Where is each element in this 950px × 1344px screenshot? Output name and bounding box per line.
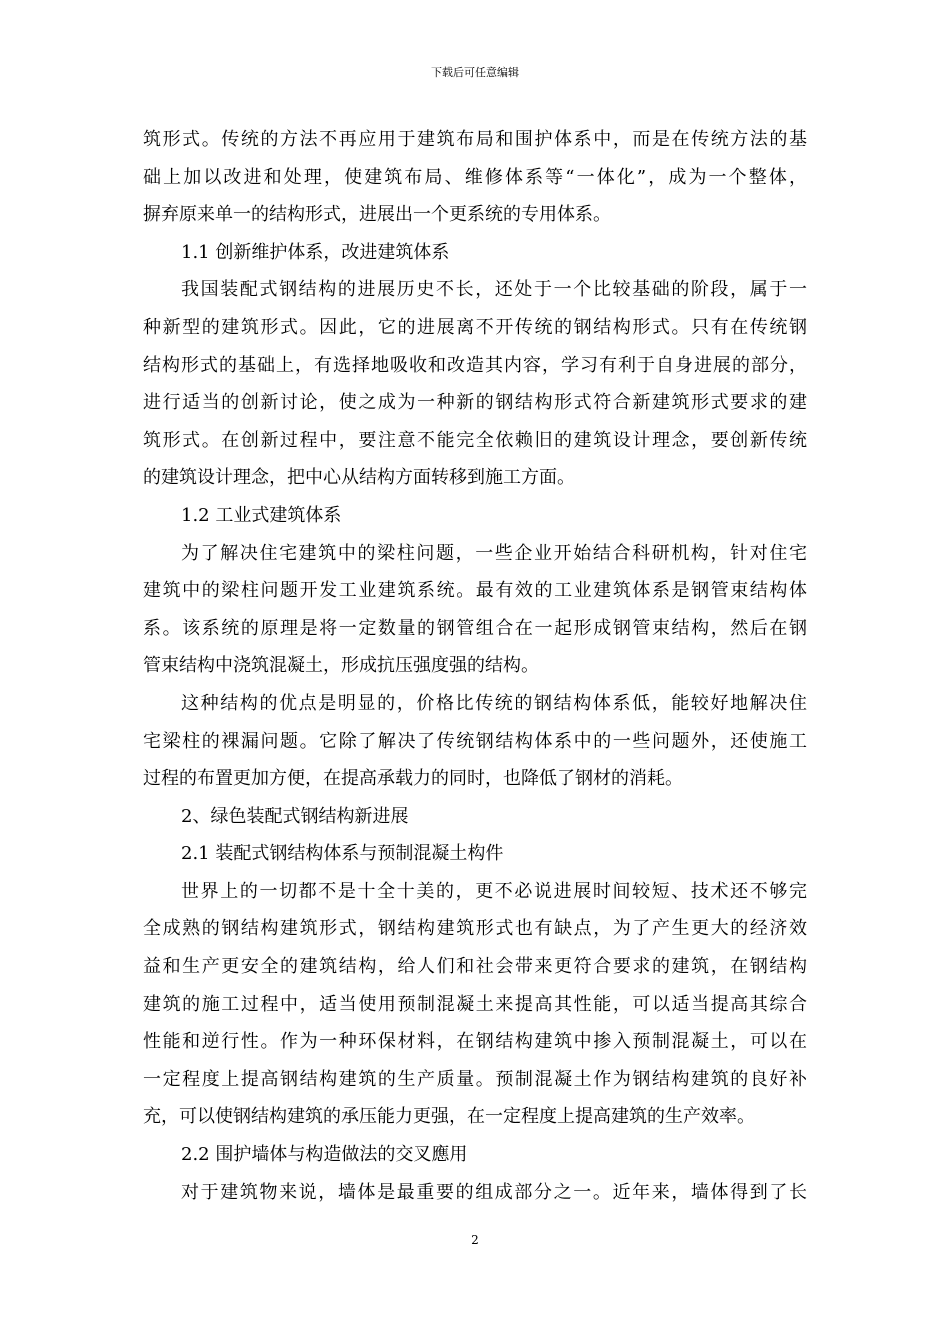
text-line: 摒弃原来单一的结构形式，进展出一个更系统的专用体系。 — [143, 204, 611, 226]
text-line: 益和生产更安全的建筑结构，给人们和社会带来更符合要求的建筑，在钢结构 — [143, 956, 807, 978]
text-line: 一定程度上提高钢结构建筑的生产质量。预制混凝土作为钢结构建筑的良好补 — [143, 1068, 807, 1090]
text-line: 充，可以使钢结构建筑的承压能力更强，在一定程度上提高建筑的生产效率。 — [143, 1106, 755, 1128]
text-line: 管束结构中浇筑混凝土，形成抗压强度强的结构。 — [143, 655, 539, 677]
text-line: 为了解决住宅建筑中的梁柱问题，一些企业开始结合科研机构，针对住宅 — [181, 542, 807, 564]
text-line: 全成熟的钢结构建筑形式，钢结构建筑形式也有缺点，为了产生更大的经济效 — [143, 918, 807, 940]
text-line: 结构形式的基础上，有选择地吸收和改造其内容，学习有利于自身进展的部分， — [143, 354, 807, 376]
text-line: 建筑中的梁柱问题开发工业建筑系统。最有效的工业建筑体系是钢管束结构体 — [143, 580, 807, 602]
text-line: 进行适当的创新讨论，使之成为一种新的钢结构形式符合新建筑形式要求的建 — [143, 392, 807, 414]
text-line: 筑形式。传统的方法不再应用于建筑布局和围护体系中，而是在传统方法的基 — [143, 129, 807, 150]
text-line: 1.1 创新维护体系，改进建筑体系 — [181, 241, 450, 263]
page-number: 2 — [471, 1233, 479, 1247]
text-line: 建筑的施工过程中，适当使用预制混凝土来提高其性能，可以适当提高其综合 — [143, 993, 807, 1015]
text-line: 我国装配式钢结构的进展历史不长，还处于一个比较基础的阶段，属于一 — [181, 279, 807, 301]
text-line: 系。该系统的原理是将一定数量的钢管组合在一起形成钢管束结构，然后在钢 — [143, 617, 807, 639]
text-line: 础上加以改进和处理，使建筑布局、维修体系等“一体化”，成为一个整体， — [143, 166, 807, 188]
document-body — [143, 121, 807, 1211]
text-line: 世界上的一切都不是十全十美的，更不必说进展时间较短、技术还不够完 — [181, 880, 807, 902]
text-line: 对于建筑物来说，墙体是最重要的组成部分之一。近年来，墙体得到了长 — [181, 1181, 807, 1203]
text-line: 宅梁柱的裸漏问题。它除了解决了传统钢结构体系中的一些问题外，还使施工 — [143, 730, 807, 752]
text-line: 性能和逆行性。作为一种环保材料，在钢结构建筑中掺入预制混凝土，可以在 — [143, 1031, 807, 1053]
page-header: 下载后可任意编辑 — [431, 66, 519, 79]
text-line: 筑形式。在创新过程中，要注意不能完全依赖旧的建筑设计理念，要创新传统 — [143, 429, 807, 451]
text-line: 的建筑设计理念，把中心从结构方面转移到施工方面。 — [143, 467, 575, 489]
text-line: 2、绿色装配式钢结构新进展 — [181, 805, 409, 827]
text-line: 这种结构的优点是明显的，价格比传统的钢结构体系低，能较好地解决住 — [181, 692, 807, 714]
text-line: 种新型的建筑形式。因此，它的进展离不开传统的钢结构形式。只有在传统钢 — [143, 316, 807, 338]
text-line: 过程的布置更加方便，在提高承载力的同时，也降低了钢材的消耗。 — [143, 768, 683, 790]
text-line: 1.2 工业式建筑体系 — [181, 504, 342, 526]
text-line: 2.1 装配式钢结构体系与预制混凝土构件 — [181, 843, 504, 865]
text-line: 2.2 围护墙体与构造做法的交叉應用 — [181, 1144, 468, 1166]
